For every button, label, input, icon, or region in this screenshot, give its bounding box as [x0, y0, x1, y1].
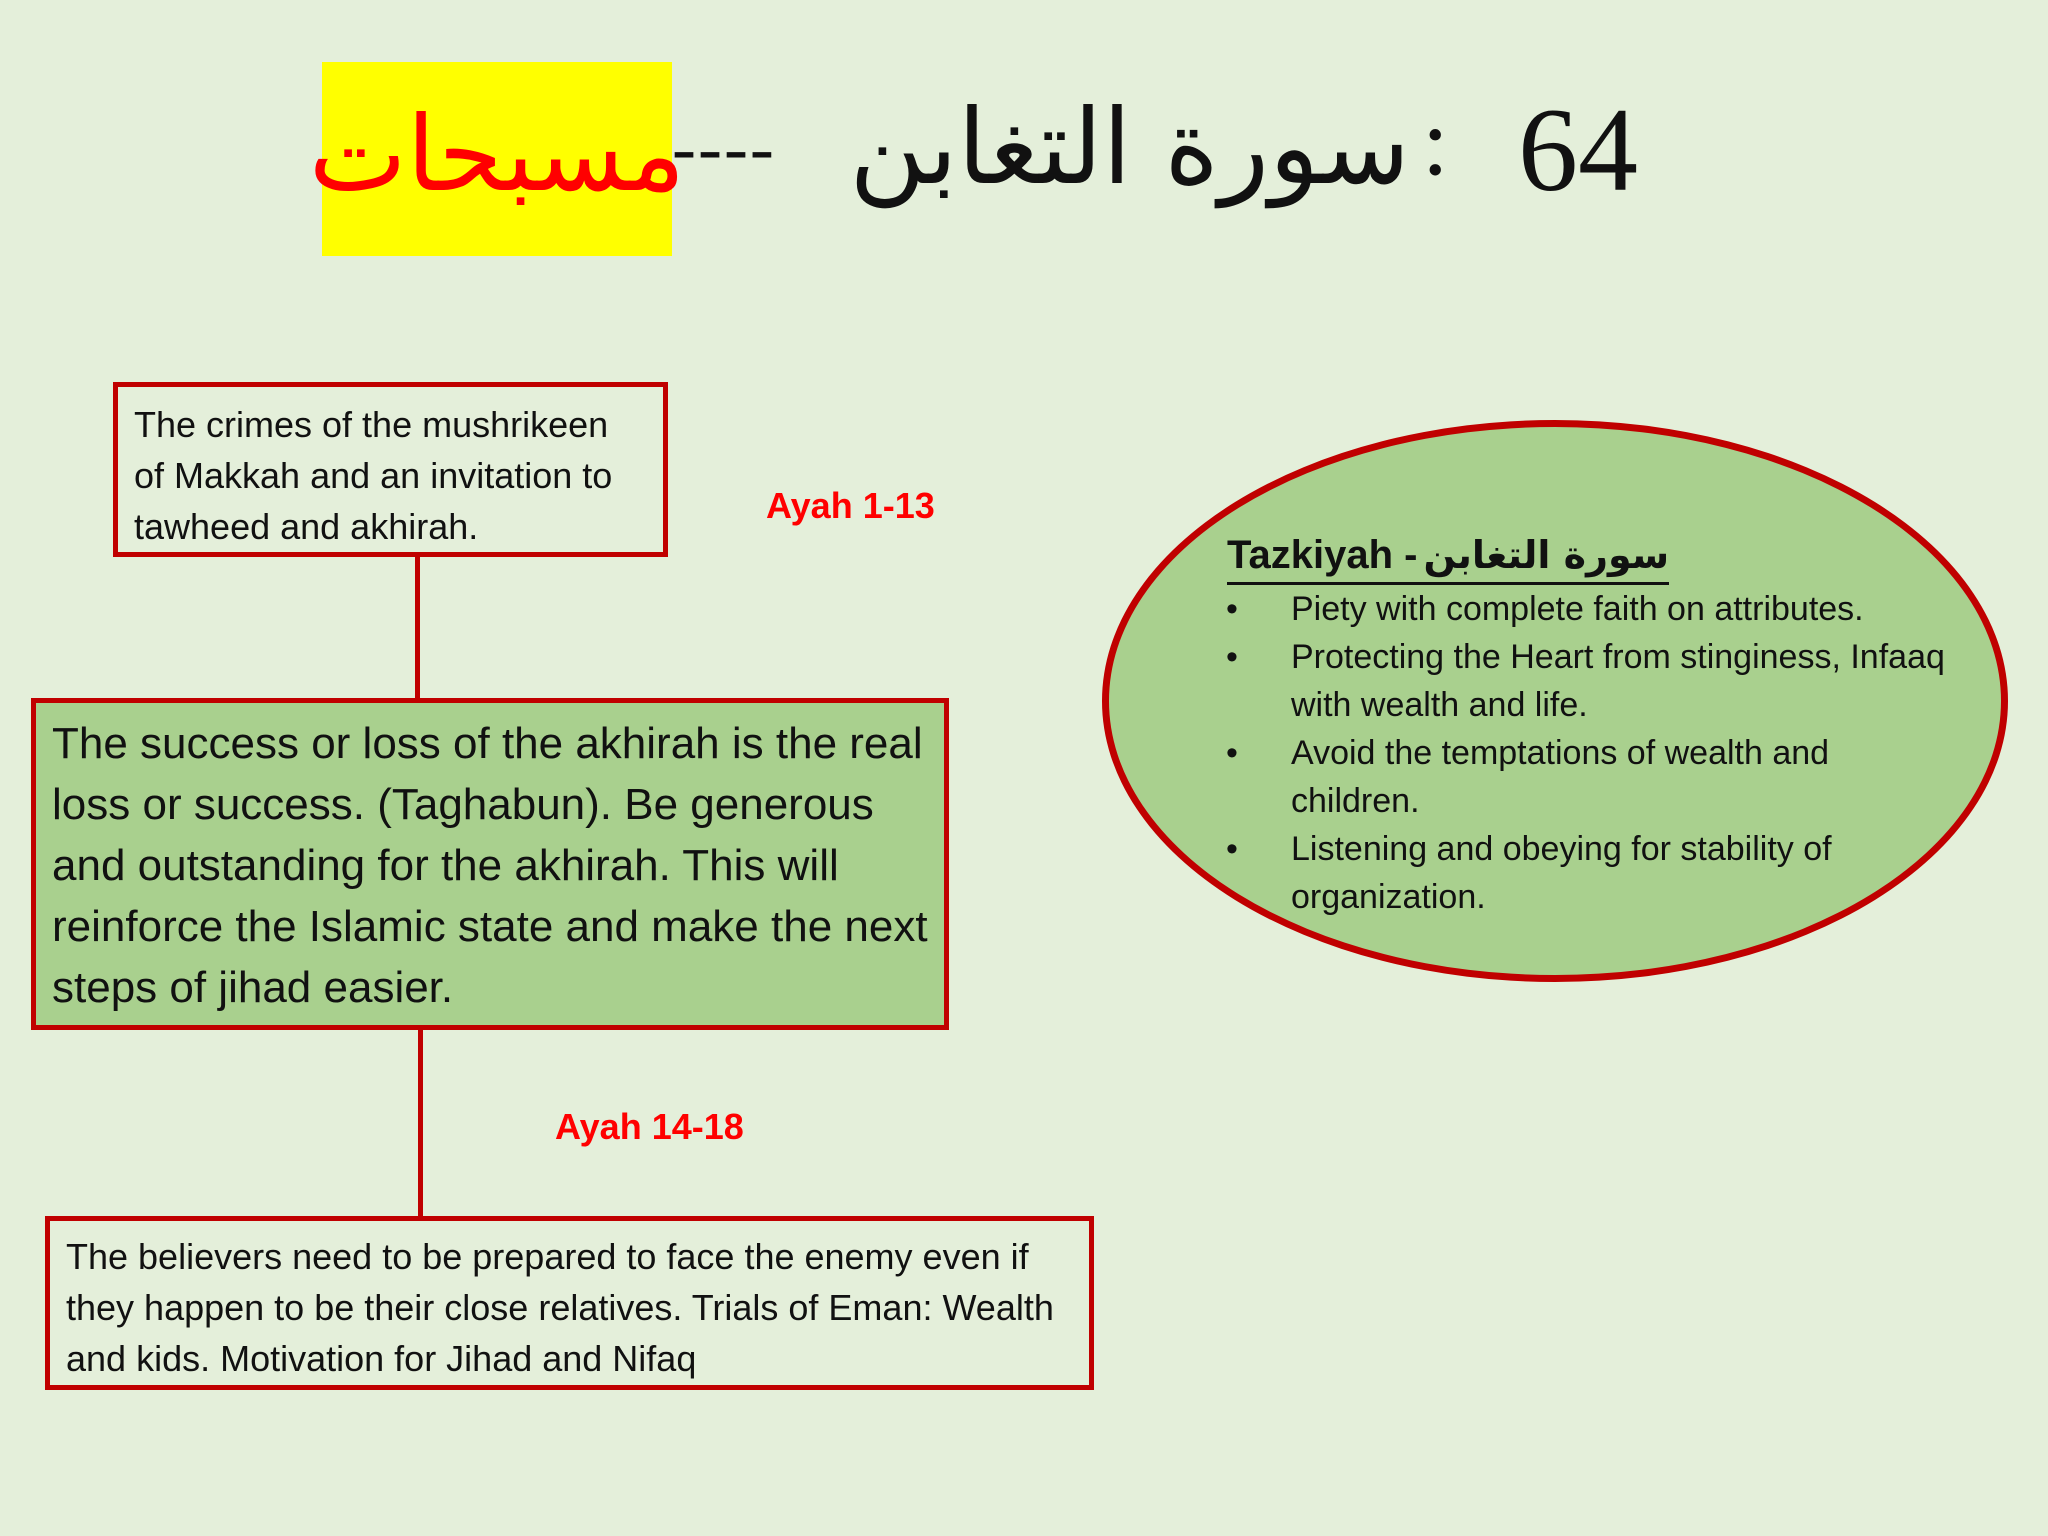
- tazkiyah-bullet-item: [1222, 729, 1962, 825]
- bullet-icon: •: [1226, 590, 1238, 628]
- tazkiyah-heading-arabic: سورة التغابن: [1423, 533, 1670, 577]
- ayah-label-14-18: Ayah 14-18: [555, 1106, 744, 1147]
- bullet-icon: •: [1226, 830, 1238, 868]
- bullet-icon: •: [1226, 638, 1238, 676]
- tazkiyah-heading: [1227, 528, 1669, 585]
- title-tag-text: مسبحات: [308, 93, 686, 215]
- tazkiyah-bullet-text: Avoid the temptations of wealth and children.: [1291, 734, 1830, 820]
- title-separator: :: [1422, 88, 1449, 195]
- tazkiyah-bullet-item: [1222, 633, 1962, 729]
- connector-center-bottom: [418, 1030, 423, 1216]
- title-surah-number: 64: [1518, 83, 1638, 216]
- ayah-label-1-13: Ayah 1-13: [766, 485, 935, 526]
- title-tag-box: [308, 62, 686, 256]
- top-theme-box: The crimes of the mushrikeen of Makkah and an invitation to tawheed and akhirah.: [113, 382, 668, 557]
- tazkiyah-bullet-text: Protecting the Heart from stinginess, Infaaq with wealth and life.: [1291, 638, 1945, 724]
- title-dashes: ----: [672, 108, 776, 188]
- tazkiyah-bullet-text: Listening and obeying for stability of organization.: [1291, 830, 1832, 916]
- connector-top-center: [415, 557, 420, 698]
- tazkiyah-bullet-item: [1222, 585, 1962, 633]
- center-theme-box: The success or loss of the akhirah is the real loss or success. (Taghabun). Be generous and outstanding for the akhirah. This will reinforce the Islamic state and make the next steps of jihad easier.: [31, 698, 949, 1030]
- tazkiyah-bullet-list: [1222, 585, 1962, 921]
- bottom-theme-box: The believers need to be prepared to face the enemy even if they happen to be their close relatives. Trials of Eman: Wealth and kids. Motivation for Jihad and Nifaq: [45, 1216, 1094, 1390]
- bullet-icon: •: [1226, 734, 1238, 772]
- title-surah-name: سورة التغابن: [849, 86, 1410, 208]
- tazkiyah-bullet-item: [1222, 825, 1962, 921]
- tazkiyah-heading-label: Tazkiyah -: [1227, 533, 1418, 577]
- tazkiyah-bullet-text: Piety with complete faith on attributes.: [1291, 590, 1864, 628]
